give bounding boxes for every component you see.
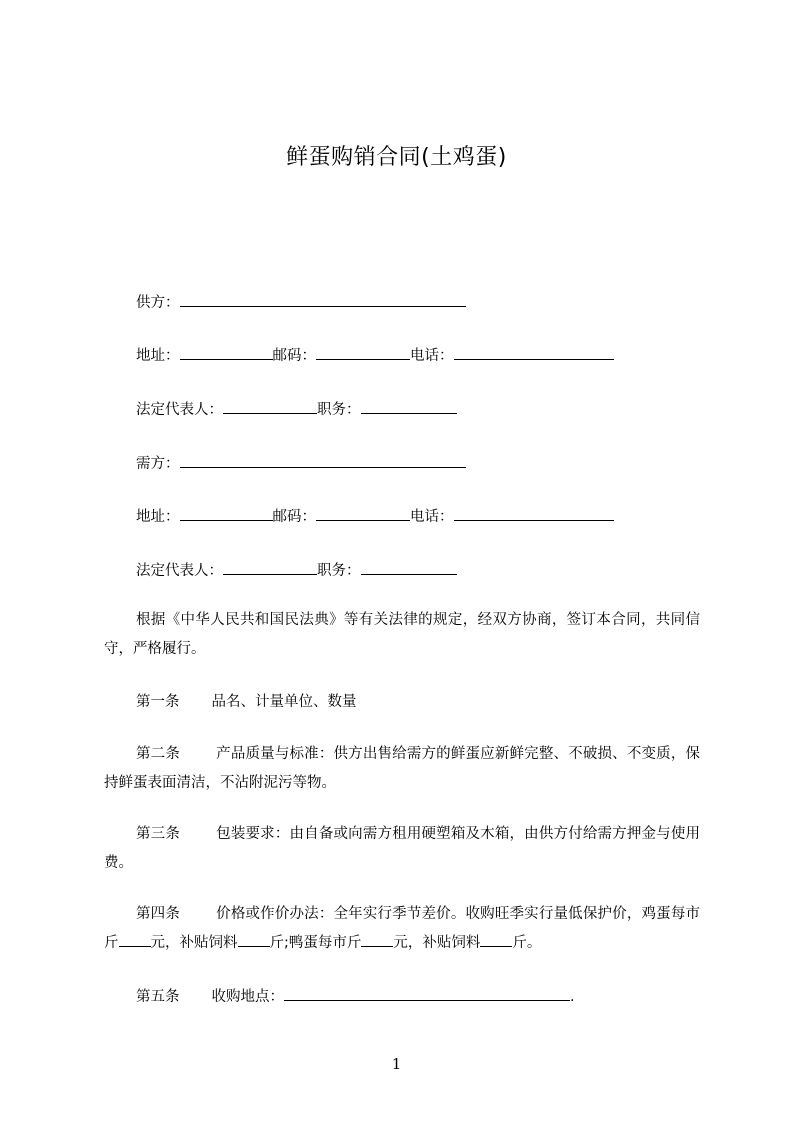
- supplier-phone-label: 电话：: [410, 348, 454, 364]
- article-5-text: 收购地点：: [211, 989, 284, 1005]
- article-4-text: 价格或作价办法：全年实行季节差价。收购旺季实行量低保护价，鸡蛋每市斤: [104, 906, 700, 951]
- supplier-legal-rep-line: [136, 399, 457, 420]
- supplier-party-field[interactable]: [180, 292, 466, 307]
- article-3-text: 包装要求：由自备或向需方租用硬塑箱及木箱，由供方付给需方押金与使用费。: [104, 826, 700, 871]
- buyer-phone-label: 电话：: [410, 509, 454, 525]
- article-1: [136, 692, 357, 712]
- duck-feed-blank[interactable]: [480, 932, 512, 947]
- article-4: [104, 900, 700, 958]
- supplier-address-field[interactable]: [180, 345, 273, 360]
- supplier-position-label: 职务：: [317, 402, 361, 418]
- supplier-phone-field[interactable]: [454, 345, 614, 360]
- article-4-duck-text: 斤;鸭蛋每市斤: [269, 935, 362, 951]
- article-4-unit-yuan-2: 元，补贴饲料: [393, 935, 481, 951]
- article-3-number: 第三条: [136, 826, 180, 842]
- egg-feed-blank[interactable]: [238, 932, 270, 947]
- buyer-address-field[interactable]: [180, 506, 273, 521]
- duck-price-blank[interactable]: [361, 932, 393, 947]
- supplier-party-label: 供方：: [136, 295, 180, 311]
- buyer-party-line: [136, 453, 466, 474]
- supplier-legal-rep-label: 法定代表人：: [136, 402, 223, 418]
- supplier-legal-rep-field[interactable]: [223, 399, 317, 414]
- article-4-end: 斤。: [512, 935, 542, 951]
- supplier-party-line: [136, 292, 466, 313]
- buyer-legal-rep-line: [136, 560, 457, 581]
- article-3: [104, 820, 700, 878]
- article-4-number: 第四条: [136, 906, 180, 922]
- article-1-text: 品名、计量单位、数量: [211, 694, 357, 710]
- buyer-phone-field[interactable]: [454, 506, 614, 521]
- article-5: [136, 986, 575, 1007]
- supplier-address-label: 地址：: [136, 348, 180, 364]
- supplier-postcode-label: 邮码：: [272, 348, 316, 364]
- buyer-address-label: 地址：: [136, 509, 180, 525]
- buyer-position-field[interactable]: [361, 560, 457, 575]
- article-2: [104, 740, 700, 798]
- buyer-party-label: 需方：: [136, 456, 180, 472]
- article-4-unit-yuan: 元，补贴饲料: [150, 935, 238, 951]
- page-number: 1: [391, 1055, 402, 1073]
- article-2-text: 产品质量与标准：供方出售给需方的鲜蛋应新鲜完整、不破损、不变质，保持鲜蛋表面清洁，不沾附泥污等物。: [104, 746, 700, 791]
- buyer-party-field[interactable]: [180, 453, 466, 468]
- buyer-legal-rep-field[interactable]: [223, 560, 317, 575]
- page-title: 鲜蛋购销合同(土鸡蛋): [286, 145, 507, 170]
- buyer-postcode-field[interactable]: [316, 506, 410, 521]
- article-5-number: 第五条: [136, 989, 180, 1005]
- buyer-address-line: [136, 506, 614, 527]
- buyer-position-label: 职务：: [317, 563, 361, 579]
- purchase-location-field[interactable]: [284, 986, 570, 1001]
- supplier-position-field[interactable]: [361, 399, 457, 414]
- article-1-number: 第一条: [136, 694, 180, 710]
- preamble-paragraph: 根据《中华人民共和国民法典》等有关法律的规定，经双方协商，签订本合同，共同信守，严格履行。: [104, 612, 700, 657]
- article-5-end: .: [570, 989, 575, 1005]
- buyer-postcode-label: 邮码：: [272, 509, 316, 525]
- egg-price-blank[interactable]: [119, 932, 151, 947]
- supplier-postcode-field[interactable]: [316, 345, 410, 360]
- article-2-number: 第二条: [136, 746, 180, 762]
- supplier-address-line: [136, 345, 614, 366]
- buyer-legal-rep-label: 法定代表人：: [136, 563, 223, 579]
